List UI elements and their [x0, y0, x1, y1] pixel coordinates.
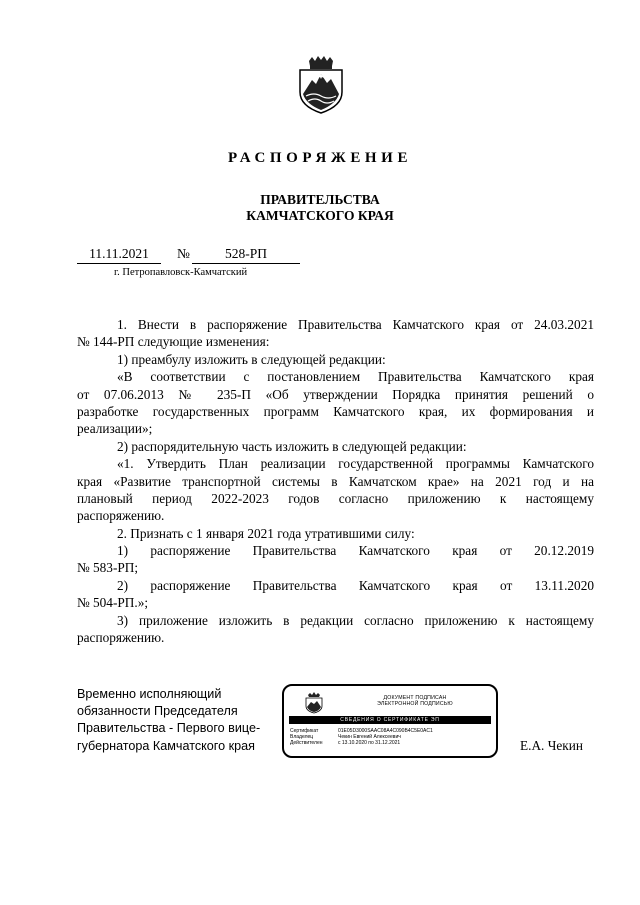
issue-place: г. Петропавловск-Камчатский — [114, 267, 248, 278]
stamp-validity-row — [290, 740, 494, 746]
body-line: распоряжению. — [77, 508, 165, 524]
document-date: 11.11.2021 — [77, 246, 161, 264]
body-line: от 07.06.2013 № 235-П «Об утверждении Порядка принятия решений о — [77, 386, 594, 402]
body-line: № 504-РП.»; — [77, 595, 149, 611]
stamp-header-line-2: ЭЛЕКТРОННОЙ ПОДПИСЬЮ — [377, 701, 453, 708]
body-line: 2. Признать с 1 января 2021 года утратившими силу: — [117, 525, 415, 541]
stamp-header — [340, 695, 490, 708]
signer-position-line: Правительства - Первого вице- — [77, 721, 261, 736]
body-line: 1) распоряжение Правительства Камчатского края от 20.12.2019 — [117, 543, 594, 559]
signer-position — [77, 686, 260, 755]
owner-label: Владелец — [290, 734, 314, 740]
stamp-header-line-1: ДОКУМЕНТ ПОДПИСАН — [383, 695, 447, 701]
owner-value: Чекин Евгений Алексеевич — [338, 734, 401, 740]
number-sign: № — [177, 246, 190, 261]
body-line: 1. Внести в распоряжение Правительства Камчатского края от 24.03.2021 — [117, 317, 594, 332]
body-line: распоряжению. — [77, 630, 165, 646]
validity-value: с 13.10.2020 по 31.12.2021 — [338, 740, 401, 746]
issuer-line-2: КАМЧАТСКОГО КРАЯ — [246, 208, 394, 223]
body-line: 3) приложение изложить в редакции согласно приложению к настоящему — [117, 612, 594, 628]
signer-position-line: обязанности Председателя — [77, 704, 238, 719]
body-line: края «Развитие транспортной системы в Камчатском крае» на 2021 год и на — [77, 473, 594, 489]
electronic-signature-stamp — [282, 684, 498, 758]
signer-position-line: губернатора Камчатского края — [77, 738, 255, 753]
body-line: «1. Утвердить План реализации государственной программы Камчатского — [117, 456, 594, 472]
body-line: разработке государственных программ Камчатского края, их формирования и — [77, 403, 594, 419]
certificate-label: Сертификат — [290, 728, 319, 734]
validity-label: Действителен — [290, 740, 323, 746]
issuer-line-1: ПРАВИТЕЛЬСТВА — [260, 192, 380, 207]
document-number: 528-РП — [192, 246, 300, 264]
body-line: «В соответствии с постановлением Правительства Камчатского края — [117, 369, 594, 385]
body-line: № 583-РП; — [77, 560, 139, 576]
body-line: плановый период 2022-2023 годов согласно приложению к настоящему — [77, 490, 594, 506]
document-type-title: РАСПОРЯЖЕНИЕ — [227, 150, 413, 166]
signer-name: Е.А. Чекин — [520, 738, 583, 753]
certificate-value: 01E05D3000SAAC08A4C090B4C5E0AC1 — [338, 728, 433, 734]
body-line: реализации»; — [77, 421, 153, 437]
body-line: 2) распорядительную часть изложить в следующей редакции: — [117, 438, 467, 454]
emblem-icon — [302, 692, 326, 714]
stamp-certificate-bar: СВЕДЕНИЯ О СЕРТИФИКАТЕ ЭП — [289, 716, 491, 724]
signer-position-line: Временно исполняющий — [77, 687, 222, 701]
body-line: № 144-РП следующие изменения: — [77, 334, 270, 350]
body-line: 1) преамбулу изложить в следующей редакции: — [117, 351, 386, 367]
coat-of-arms-emblem — [296, 56, 346, 114]
document-body — [77, 316, 594, 646]
body-line: 2) распоряжение Правительства Камчатского края от 13.11.2020 — [117, 577, 594, 593]
